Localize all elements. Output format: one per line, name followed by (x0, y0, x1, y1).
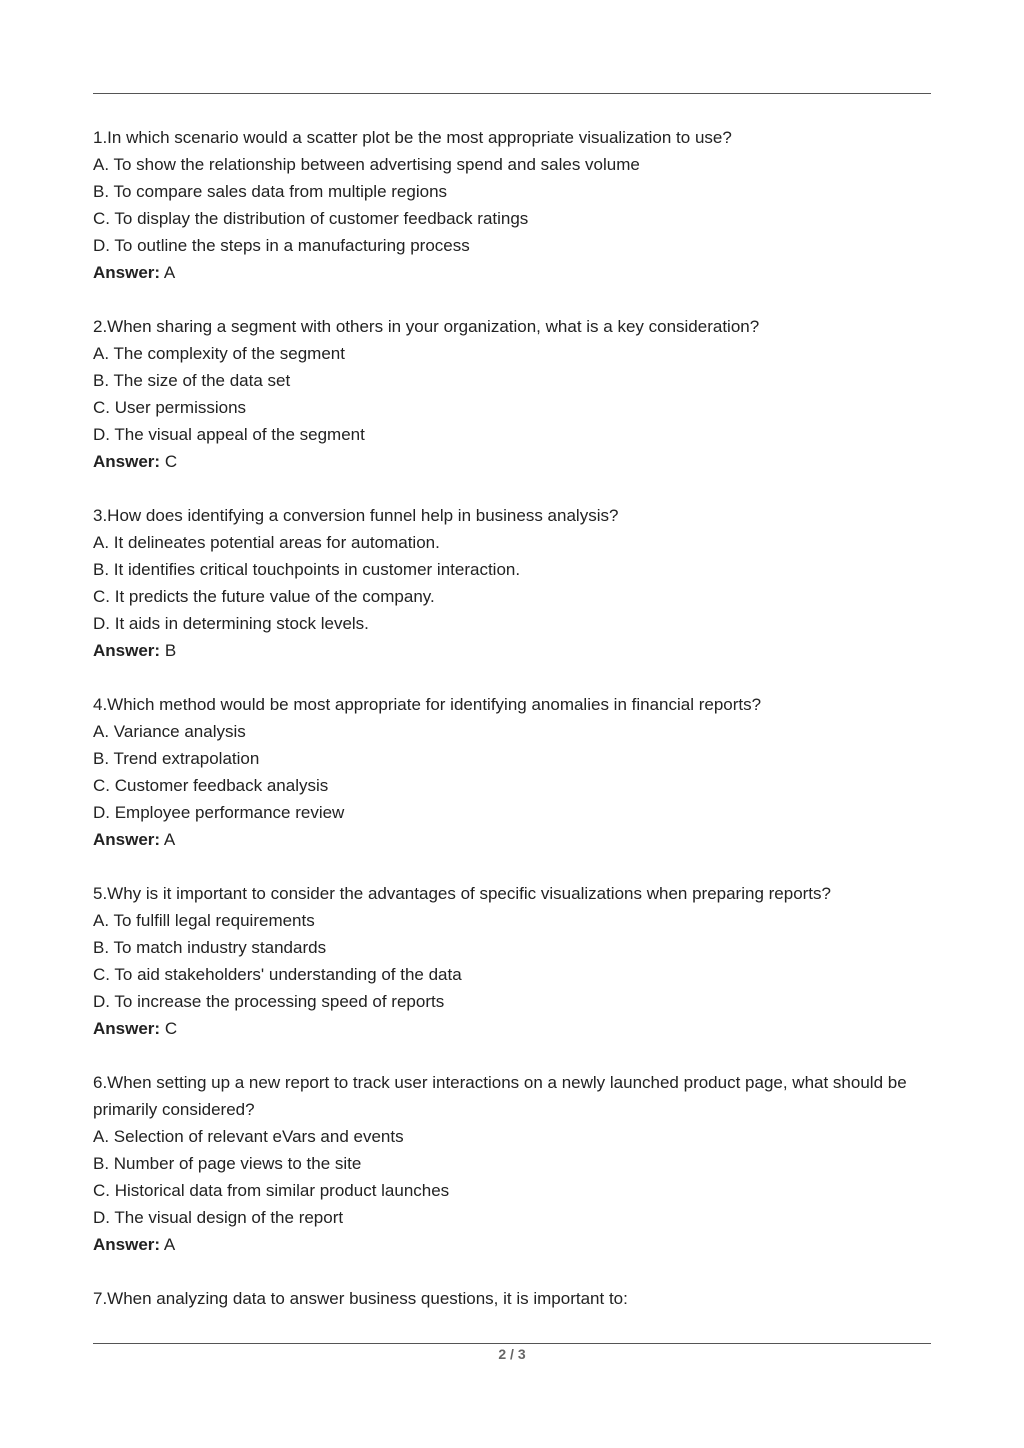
option-b: B. It identifies critical touchpoints in customer interaction. (93, 560, 521, 579)
option-a: A. Selection of relevant eVars and events (93, 1127, 404, 1146)
answer-value: A (163, 830, 176, 849)
option-b: B. Trend extrapolation (93, 749, 260, 768)
option-c: C. User permissions (93, 398, 247, 417)
question-5 (93, 880, 938, 1042)
question-text: 3.How does identifying a conversion funnel help in business analysis? (93, 506, 619, 525)
question-text: 4.Which method would be most appropriate for identifying anomalies in financial reports? (93, 695, 762, 714)
option-a: A. It delineates potential areas for automation. (93, 533, 440, 552)
option-b: B. To compare sales data from multiple regions (93, 182, 448, 201)
answer-value: C (164, 1019, 178, 1038)
answer-label: Answer: (93, 1235, 161, 1254)
answer-line (93, 637, 938, 664)
answer-value: A (163, 1235, 176, 1254)
answer-line (93, 1015, 938, 1042)
option-d: D. It aids in determining stock levels. (93, 614, 369, 633)
option-d: D. To outline the steps in a manufacturing process (93, 236, 470, 255)
option-b: B. To match industry standards (93, 938, 327, 957)
answer-label: Answer: (93, 1019, 161, 1038)
question-text: 5.Why is it important to consider the advantages of specific visualizations when preparing reports? (93, 884, 831, 903)
question-2 (93, 313, 938, 475)
question-4 (93, 691, 938, 853)
question-7 (93, 1285, 938, 1312)
answer-label: Answer: (93, 452, 161, 471)
option-c: C. To display the distribution of customer feedback ratings (93, 209, 529, 228)
header-divider (93, 93, 931, 94)
option-b: B. Number of page views to the site (93, 1154, 362, 1173)
answer-value: B (164, 641, 177, 660)
answer-value: C (164, 452, 178, 471)
question-6 (93, 1069, 938, 1258)
answer-line (93, 1231, 938, 1258)
question-list (93, 124, 938, 1339)
footer-divider (93, 1343, 931, 1344)
option-c: C. Historical data from similar product launches (93, 1181, 450, 1200)
question-text: 6.When setting up a new report to track user interactions on a newly launched product page, what should be primarily considered? (93, 1073, 907, 1119)
answer-label: Answer: (93, 263, 161, 282)
option-a: A. The complexity of the segment (93, 344, 345, 363)
option-d: D. The visual design of the report (93, 1208, 344, 1227)
option-a: A. Variance analysis (93, 722, 246, 741)
answer-line (93, 259, 938, 286)
option-c: C. It predicts the future value of the company. (93, 587, 435, 606)
option-d: D. The visual appeal of the segment (93, 425, 365, 444)
option-c: C. To aid stakeholders' understanding of the data (93, 965, 462, 984)
question-1 (93, 124, 938, 286)
answer-line (93, 826, 938, 853)
option-c: C. Customer feedback analysis (93, 776, 329, 795)
option-a: A. To show the relationship between advertising spend and sales volume (93, 155, 640, 174)
page-indicator: 2 / 3 (498, 1346, 526, 1362)
option-d: D. Employee performance review (93, 803, 345, 822)
option-b: B. The size of the data set (93, 371, 291, 390)
question-text: 7.When analyzing data to answer business questions, it is important to: (93, 1289, 628, 1308)
question-3 (93, 502, 938, 664)
answer-line (93, 448, 938, 475)
answer-value: A (163, 263, 176, 282)
question-text: 2.When sharing a segment with others in your organization, what is a key consideration? (93, 317, 760, 336)
question-text: 1.In which scenario would a scatter plot be the most appropriate visualization to use? (93, 128, 732, 147)
answer-label: Answer: (93, 641, 161, 660)
answer-label: Answer: (93, 830, 161, 849)
option-a: A. To fulfill legal requirements (93, 911, 315, 930)
option-d: D. To increase the processing speed of reports (93, 992, 445, 1011)
